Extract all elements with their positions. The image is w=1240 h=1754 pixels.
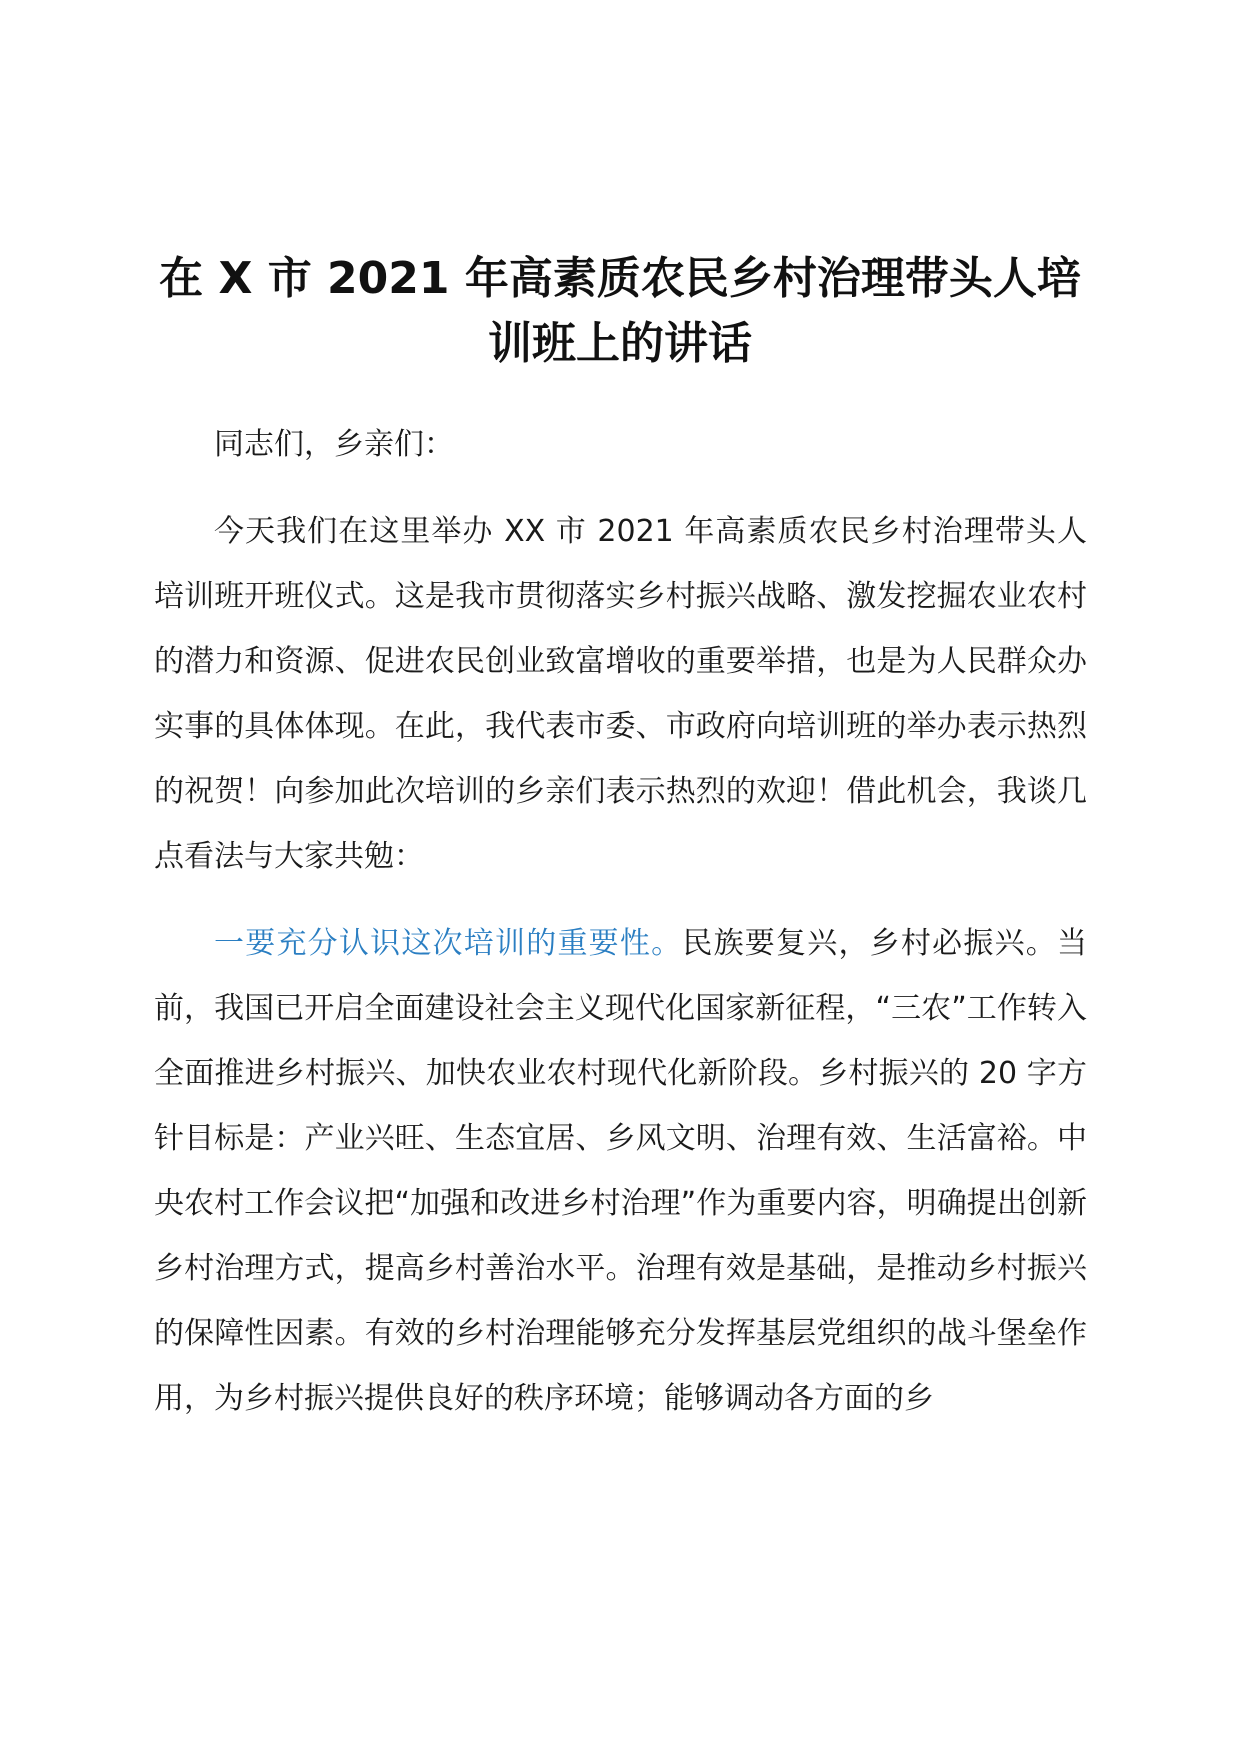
document-body	[154, 412, 1087, 1453]
point1-body: 民族要复兴，乡村必振兴。当前，我国已开启全面建设社会主义现代化国家新征程，“三农”工作转入全面推进乡村振兴、加快农业农村现代化新阶段。乡村振兴的 20 字方针目标是：产业兴旺、生态宜居、乡风文明、治理有效、生活富裕。中央农村工作会议把“加强和改进乡村治理”作为重要内容，明确提出创新乡村治理方式，提高乡村善治水平。治理有效是基础，是推动乡村振兴的保障性因素。有效的乡村治理能够充分发挥基层党组织的战斗堡垒作用，为乡村振兴提供良好的秩序环境；能够调动各方面的乡	[154, 926, 1088, 1416]
salutation: 同志们，乡亲们：	[214, 427, 454, 462]
intro-paragraph: 今天我们在这里举办 XX 市 2021 年高素质农民乡村治理带头人培训班开班仪式。这是我市贯彻落实乡村振兴战略、激发挖掘农业农村的潜力和资源、促进农民创业致富增收的重要举措，也是为人民群众办实事的具体体现。在此，我代表市委、市政府向培训班的举办表示热烈的祝贺！向参加此次培训的乡亲们表示热烈的欢迎！借此机会，我谈几点看法与大家共勉：	[154, 514, 1087, 874]
document-title: 在 X 市 2021 年高素质农民乡村治理带头人培训班上的讲话	[159, 253, 1081, 369]
point1-heading: 一要充分认识这次培训的重要性。	[214, 926, 683, 961]
point1-paragraph	[154, 911, 1087, 1431]
